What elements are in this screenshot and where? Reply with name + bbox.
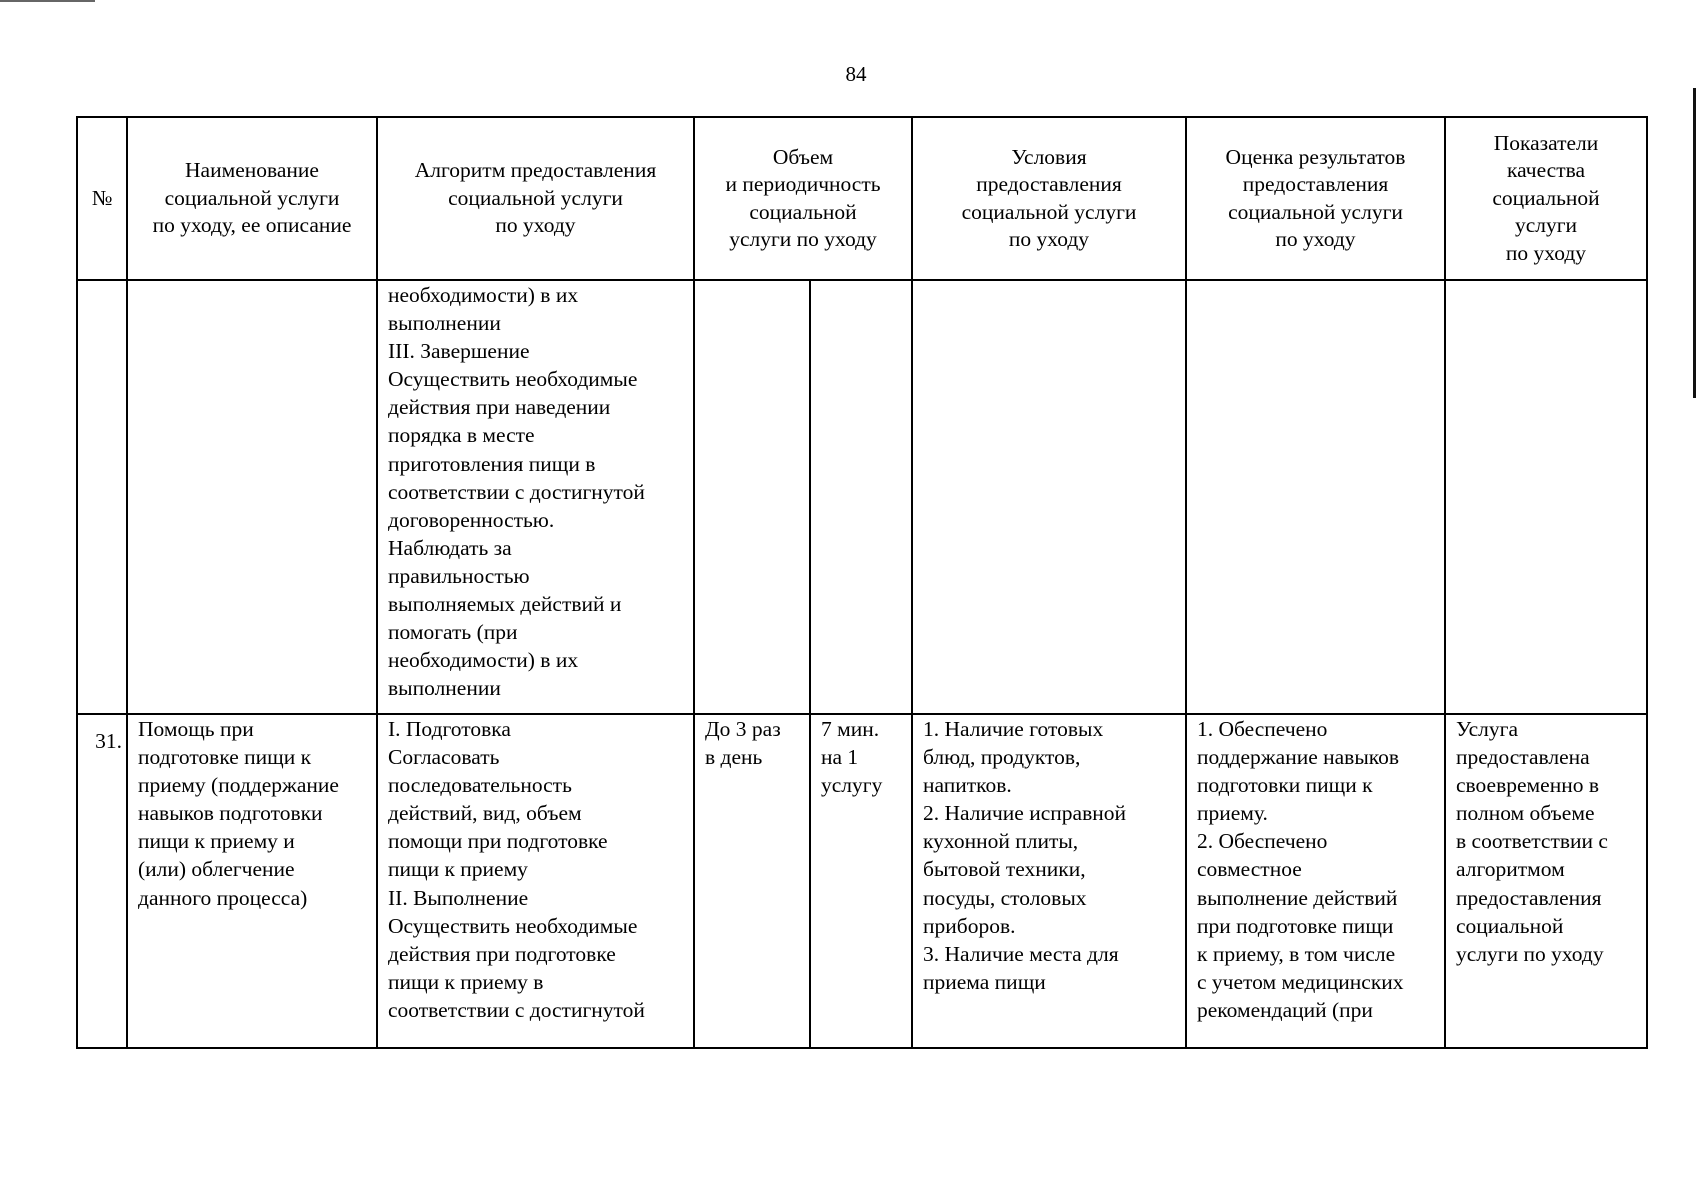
- cell-service-name: Помощь при подготовке пищи к приему (поддержание навыков подготовки пищи к приему и (или) облегчение данного процесса): [127, 714, 377, 1048]
- header-conditions: Условия предоставления социальной услуги по уходу: [912, 117, 1186, 280]
- cell-duration: 7 мин. на 1 услугу: [810, 714, 912, 1048]
- scan-artifact-top-left: [0, 0, 95, 2]
- cell-duration-empty: [810, 280, 912, 714]
- cell-frequency-empty: [694, 280, 810, 714]
- header-quality: Показатели качества социальной услуги по уходу: [1445, 117, 1647, 280]
- cell-name-empty: [127, 280, 377, 714]
- cell-conditions-empty: [912, 280, 1186, 714]
- table-row-31: [77, 714, 1647, 1048]
- page-number: 84: [845, 62, 867, 86]
- cell-frequency: До 3 раз в день: [694, 714, 810, 1048]
- header-number: №: [77, 117, 127, 280]
- header-service-name: Наименование социальной услуги по уходу, ее описание: [127, 117, 377, 280]
- cell-quality: Услуга предоставлена своевременно в полном объеме в соответствии с алгоритмом предоставления социальной услуги по уходу: [1445, 714, 1647, 1048]
- table-row-continuation: [77, 280, 1647, 714]
- cell-algorithm-continuation: необходимости) в их выполнении III. Завершение Осуществить необходимые действия при наведении порядка в месте приготовления пищи в соответствии с достигнутой договоренностью. Наблюдать за правильностью выполняемых действий и помогать (при необходимости) в их выполнении: [377, 280, 694, 714]
- header-evaluation: Оценка результатов предоставления социальной услуги по уходу: [1186, 117, 1445, 280]
- cell-evaluation-empty: [1186, 280, 1445, 714]
- cell-number-empty: [77, 280, 127, 714]
- cell-quality-empty: [1445, 280, 1647, 714]
- cell-number: 31.: [77, 714, 127, 1048]
- header-algorithm: Алгоритм предоставления социальной услуги по уходу: [377, 117, 694, 280]
- cell-evaluation: 1. Обеспечено поддержание навыков подготовки пищи к приему. 2. Обеспечено совместное выполнение действий при подготовке пищи к приему, в том числе с учетом медицинских рекомендаций (при: [1186, 714, 1445, 1048]
- social-services-table: [76, 116, 1648, 1049]
- header-volume-frequency: Объем и периодичность социальной услуги по уходу: [694, 117, 912, 280]
- cell-algorithm: I. Подготовка Согласовать последовательность действий, вид, объем помощи при подготовке пищи к приему II. Выполнение Осуществить необходимые действия при подготовке пищи к приему в соответствии с достигнутой: [377, 714, 694, 1048]
- cell-conditions: 1. Наличие готовых блюд, продуктов, напитков. 2. Наличие исправной кухонной плиты, бытовой техники, посуды, столовых приборов. 3. Наличие места для приема пищи: [912, 714, 1186, 1048]
- table-header-row: [77, 117, 1647, 280]
